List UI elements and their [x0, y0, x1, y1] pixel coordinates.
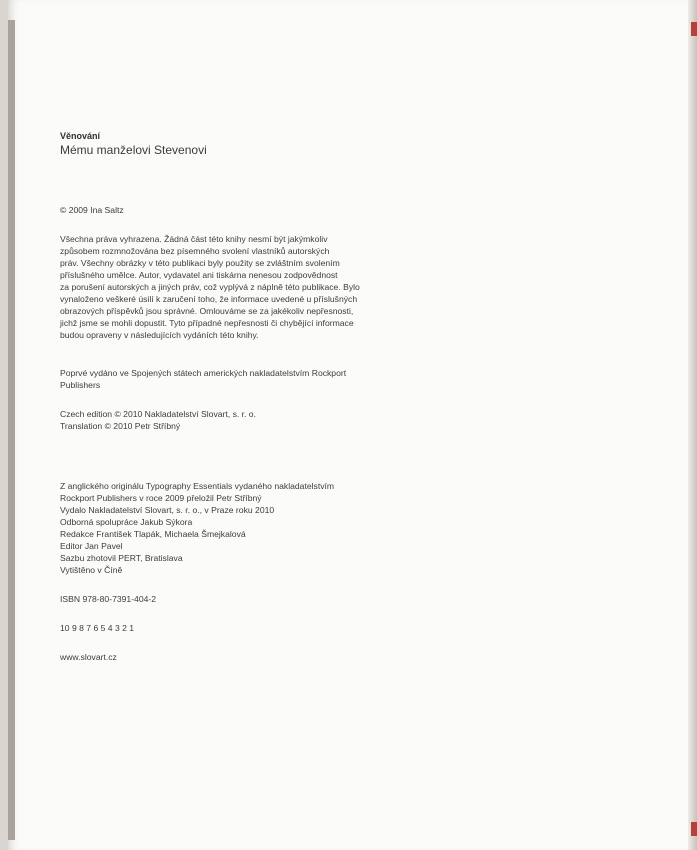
binding-mark-top	[691, 22, 697, 36]
page-edge	[688, 0, 697, 850]
print-line: 10 9 8 7 6 5 4 3 2 1	[60, 623, 135, 633]
website: www.slovart.cz	[60, 652, 117, 662]
binding-mark-bottom	[691, 822, 697, 836]
production-credits: Z anglického originálu Typography Essentials vydaného nakladatelstvím Rockport Publishers v roce 2009 přeložil Petr Stříbný Vydalo Nakladatelství Slovart, s. r. o., v Praze roku 2010 Odborná spolupráce Jakub Sýkora Redakce František Tlapák, Michaela Šmejkalová Editor Jan Pavel Sazbu zhotovil PERT, Bratislava Vytištěno v Číně	[60, 481, 335, 575]
rights-paragraph: Všechna práva vyhrazena. Žádná část této knihy nesmí být jakýmkoliv způsobem rozmnožována bez písemného svolení vlastníků autorských práv. Všechny obrázky v této publikaci byly použity se zvláštním svolením příslušného umělce. Autor, vydavatel ani tiskárna nenesou zodpovědnost za porušení autorských a jiných práv, což vyplývá z náplně této publikace. Bylo vynaloženo veškeré úsilí k zaručení toho, že informace uvedené u příslušných obrazových příspěvků jsou správné. Omlouváme se za jakékoliv nepřesnosti, jichž jsme se mohli dopustit. Tyto případné nepřesnosti či chybějící informace budou opraveny v následujících vydáních této knihy.	[60, 234, 360, 340]
imprint-text	[60, 130, 400, 680]
first-published: Poprvé vydáno ve Spojených státech amerických nakladatelstvím Rockport Publishers	[60, 368, 347, 390]
copyright-line: © 2009 Ina Saltz	[60, 205, 124, 215]
edition-credits: Czech edition © 2010 Nakladatelství Slovart, s. r. o. Translation © 2010 Petr Stříbný	[60, 409, 256, 431]
spine-shadow	[8, 20, 15, 840]
isbn: ISBN 978-80-7391-404-2	[60, 594, 157, 604]
dedication-text: Mému manželovi Stevenovi	[60, 143, 207, 157]
dedication-heading: Věnování	[60, 131, 101, 141]
